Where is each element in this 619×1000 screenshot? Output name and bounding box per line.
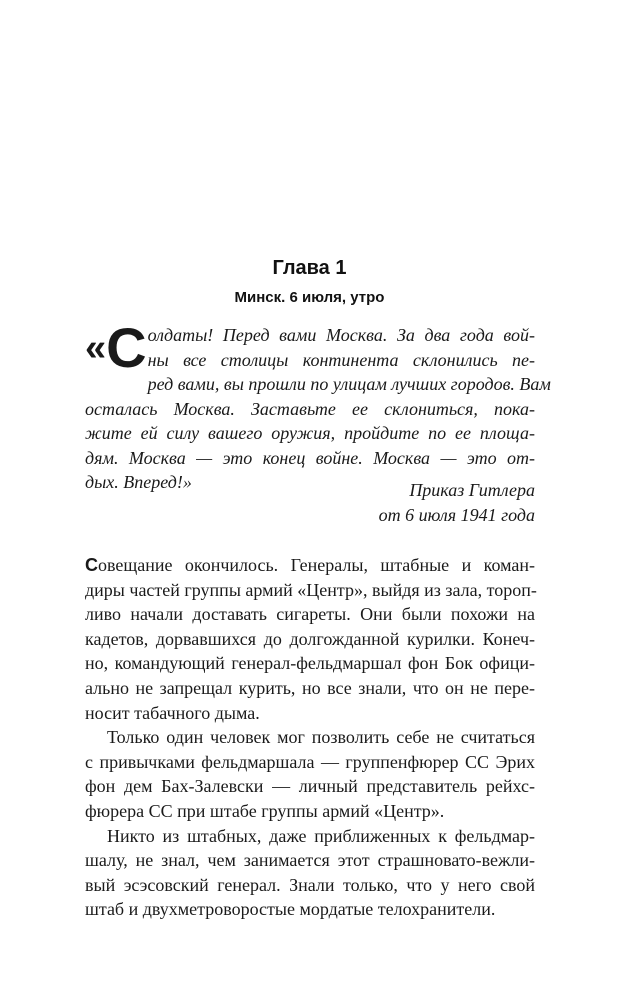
epigraph-line: ны все столицы континента склонились пе-	[147, 349, 535, 370]
lead-letter: С	[85, 555, 98, 575]
body-line: фон дем Бах-Залевски — личный представитель рейхс-	[85, 776, 535, 797]
chapter-title: Глава 1	[272, 257, 347, 279]
epigraph-line: осталась Москва. Заставьте ее склониться, пока-	[85, 398, 535, 419]
body-line: носит табачного дыма.	[85, 702, 260, 723]
epigraph-line: жите ей силу вашего оружия, пройдите по ее площа-	[85, 423, 535, 443]
chapter-subtitle: Минск. 6 июля, утро	[234, 289, 385, 306]
body-line	[85, 553, 535, 578]
epigraph-line: дям. Москва — это конец войне. Москва — это от-	[85, 447, 535, 468]
epigraph-line: ред вами, вы прошли по улицам лучших городов. Вам	[147, 374, 551, 394]
body-line: вый эсэсовский генерал. Знали только, что у него свой	[85, 874, 535, 895]
body-line: шалу, не знал, чем занимается этот страшновато-вежли-	[85, 850, 535, 871]
body-line: Только один человек мог позволить себе не считаться	[107, 727, 535, 748]
body-line: но, командующий генерал-фельдмаршал фон Бок офици-	[85, 653, 535, 674]
epigraph-attribution	[85, 478, 535, 528]
epigraph	[85, 316, 551, 495]
body-line: диры частей группы армий «Центр», выйдя из зала, тороп-	[85, 579, 537, 600]
epigraph-line: дых. Вперед!»	[85, 472, 192, 492]
body-text	[85, 553, 535, 922]
body-line-text: овещание окончилось. Генералы, штабные и коман-	[98, 555, 535, 575]
attribution-line: от 6 июля 1941 года	[378, 505, 535, 525]
drop-cap-quote: «	[85, 327, 107, 369]
body-line: ально не запрещал курить, но все знали, что он не пере-	[85, 677, 535, 698]
body-line: фюрера СС при штабе группы армий «Центр».	[85, 800, 445, 821]
drop-cap	[85, 316, 146, 379]
body-line: Никто из штабных, даже приближенных к фельдмар-	[107, 825, 535, 846]
body-line: штаб и двухметроворостые мордатые телохранители.	[85, 899, 496, 920]
epigraph-line: олдаты! Перед вами Москва. За два года вой-	[147, 325, 535, 345]
body-line: кадетов, дорвавшихся до долгожданной курилки. Конеч-	[85, 628, 535, 649]
body-line: ливо начали доставать сигареты. Они были похожи на	[85, 604, 535, 625]
body-line: с привычками фельдмаршала — группенфюрер СС Эрих	[85, 751, 535, 772]
drop-cap-letter: С	[106, 316, 146, 379]
attribution-line: Приказ Гитлера	[409, 480, 535, 500]
